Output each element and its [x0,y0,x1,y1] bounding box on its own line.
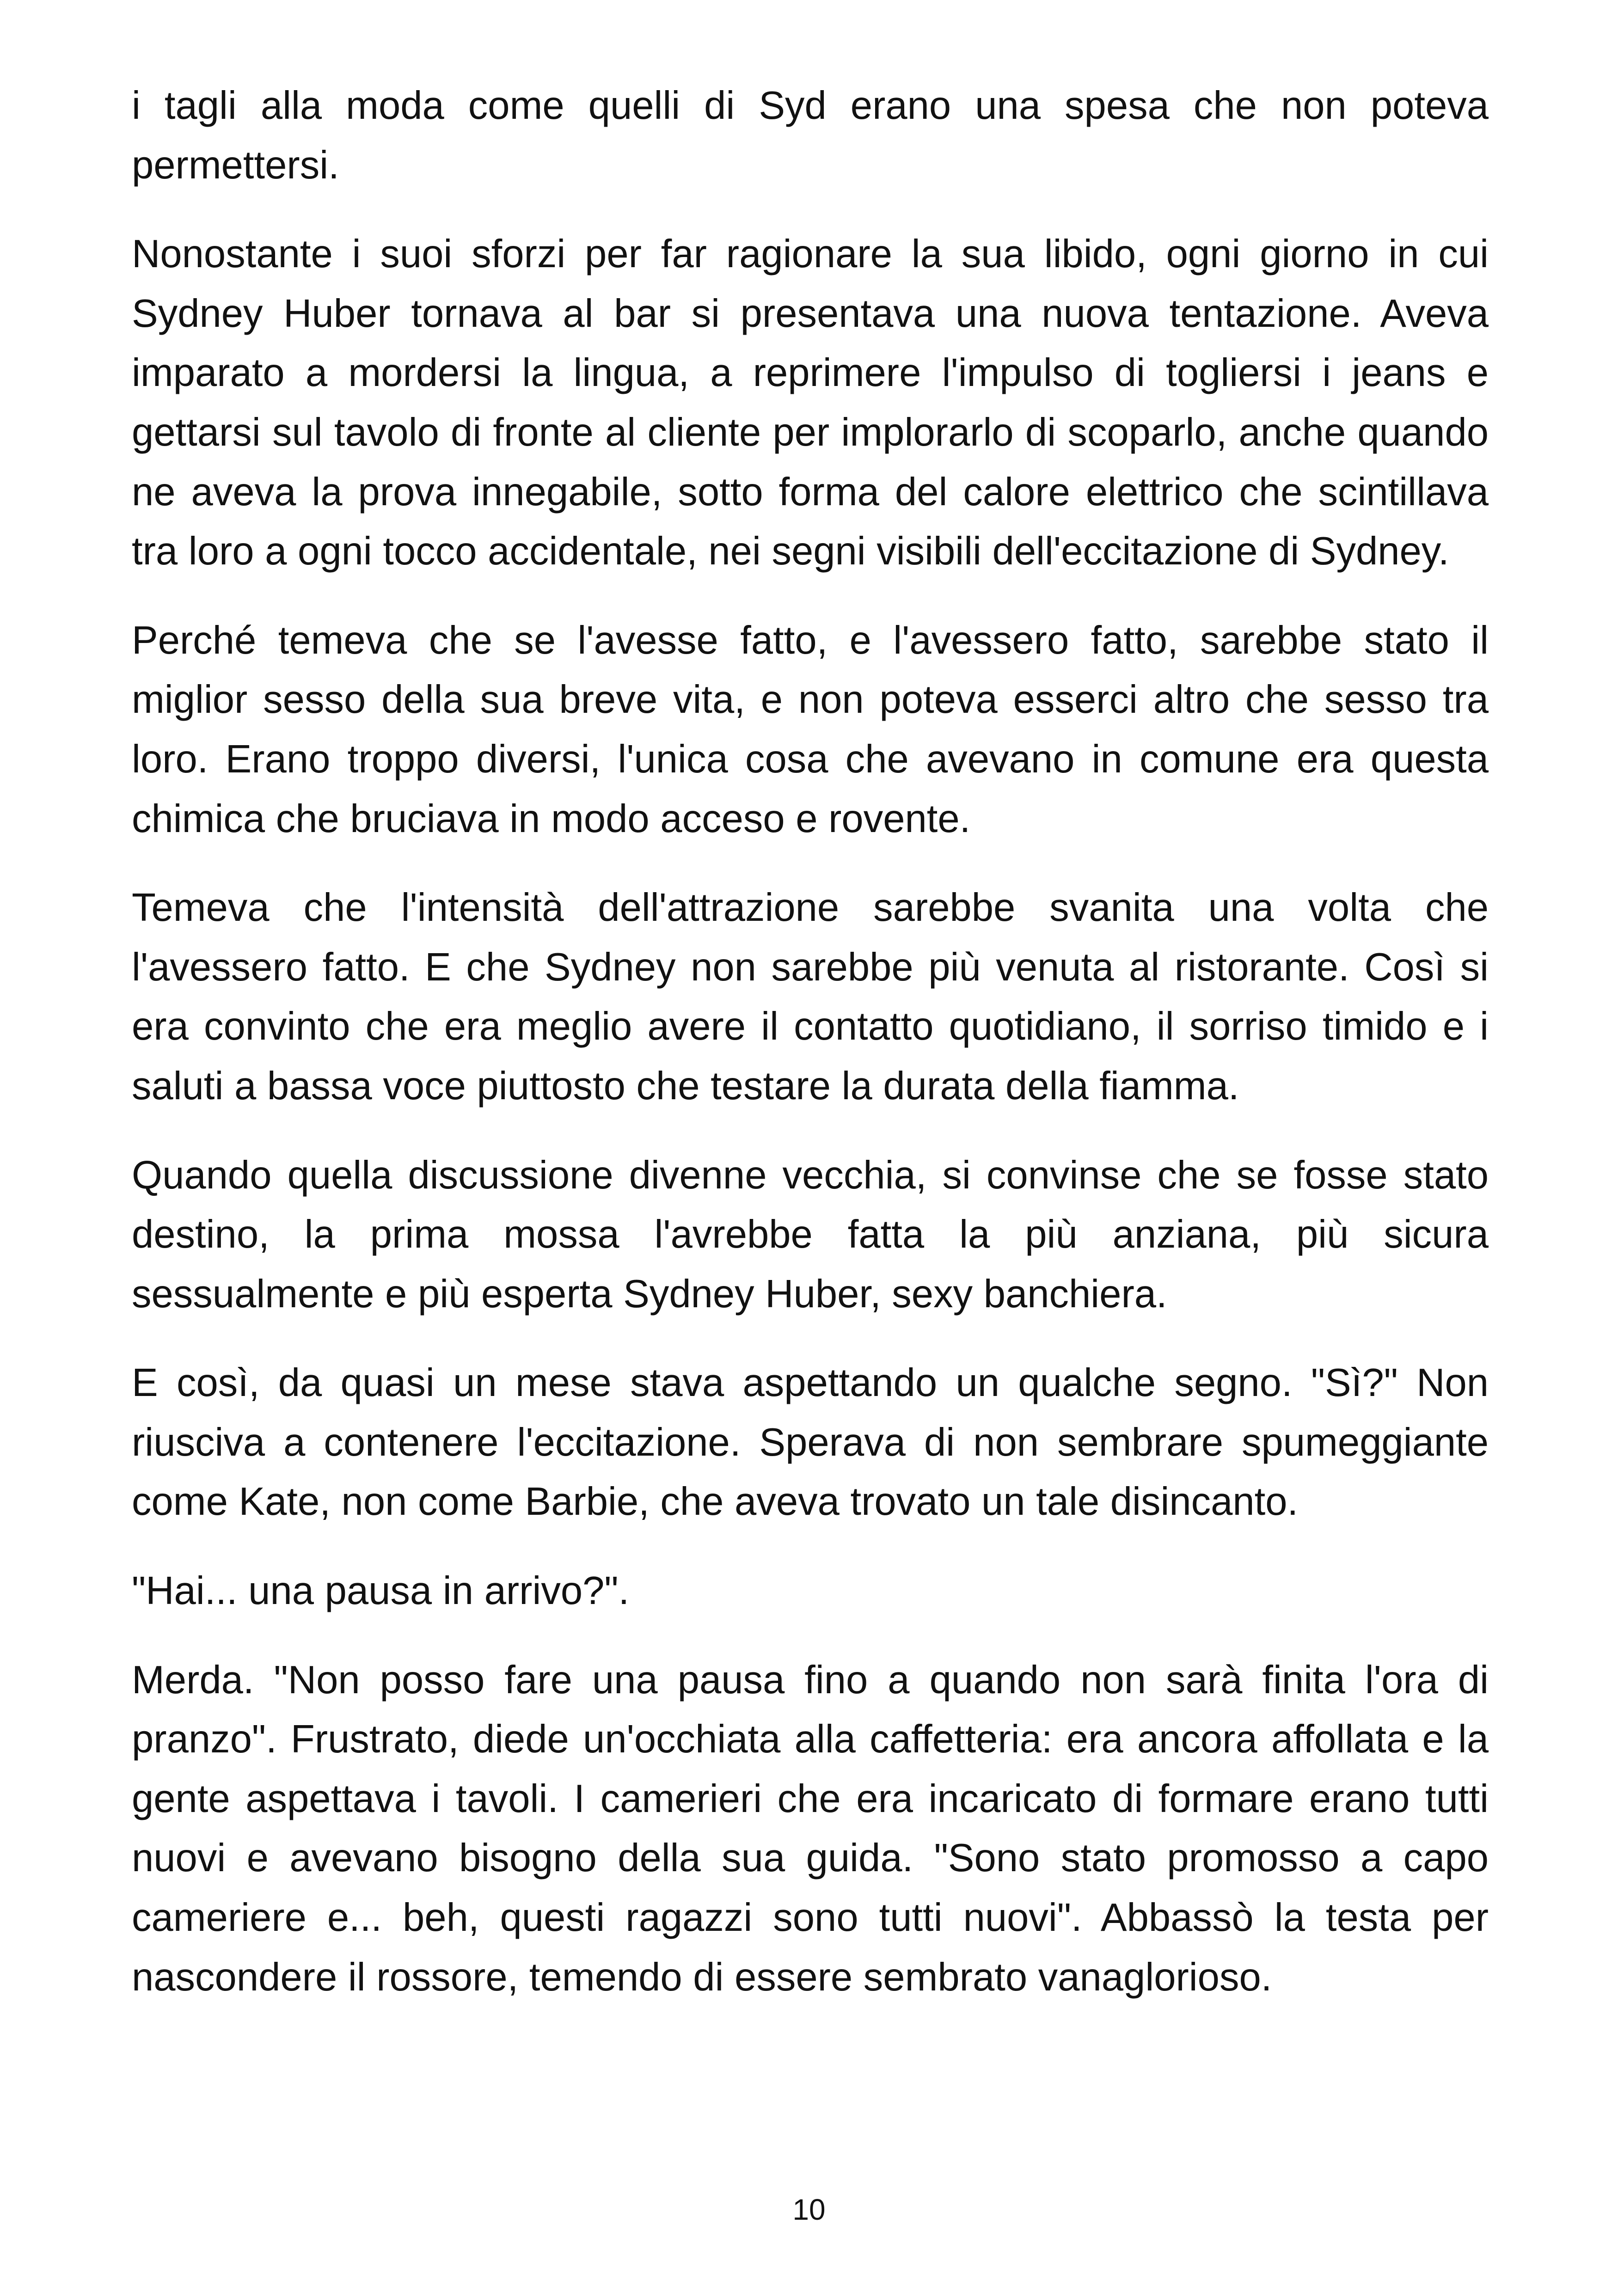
paragraph: E così, da quasi un mese stava aspettando un qualche segno. "Sì?" Non riusciva a contenere l'eccitazione. Sperava di non sembrare spumeggiante come Kate, non come Barbie, che aveva trovato un tale disincanto. [132,1361,1489,1524]
paragraph: "Hai... una pausa in arrivo?". [132,1569,630,1613]
page-number: 10 [792,2193,826,2226]
body-text [132,76,1489,2007]
paragraph: i tagli alla moda come quelli di Syd erano una spesa che non poteva permettersi. [132,84,1489,187]
paragraph: Quando quella discussione divenne vecchia, si convinse che se fosse stato destino, la prima mossa l'avrebbe fatta la più anziana, più sicura sessualmente e più esperta Sydney Huber, sexy banchiera. [132,1153,1489,1316]
paragraph: Nonostante i suoi sforzi per far ragionare la sua libido, ogni giorno in cui Sydney Huber tornava al bar si presentava una nuova tentazione. Aveva imparato a mordersi la lingua, a reprimere l'impulso di togliersi i jeans e gettarsi sul tavolo di fronte al cliente per implorarlo di scoparlo, anche quando ne aveva la prova innegabile, sotto forma del calore elettrico che scintillava tra loro a ogni tocco accidentale, nei segni visibili dell'eccitazione di Sydney. [132,232,1489,574]
paragraph: Temeva che l'intensità dell'attrazione sarebbe svanita una volta che l'avessero fatto. E che Sydney non sarebbe più venuta al ristorante. Così si era convinto che era meglio avere il contatto quotidiano, il sorriso timido e i saluti a bassa voce piuttosto che testare la durata della fiamma. [132,886,1489,1108]
paragraph: Perché temeva che se l'avesse fatto, e l'avessero fatto, sarebbe stato il miglior sesso della sua breve vita, e non poteva esserci altro che sesso tra loro. Erano troppo diversi, l'unica cosa che avevano in comune era questa chimica che bruciava in modo acceso e rovente. [132,618,1489,841]
paragraph: Merda. "Non posso fare una pausa fino a quando non sarà finita l'ora di pranzo". Frustrato, diede un'occhiata alla caffetteria: era ancora affollata e la gente aspettava i tavoli. I camerieri che era incaricato di formare erano tutti nuovi e avevano bisogno della sua guida. "Sono stato promosso a capo cameriere e... beh, questi ragazzi sono tutti nuovi". Abbassò la testa per nascondere il rossore, temendo di essere sembrato vanaglorioso. [132,1658,1489,1999]
